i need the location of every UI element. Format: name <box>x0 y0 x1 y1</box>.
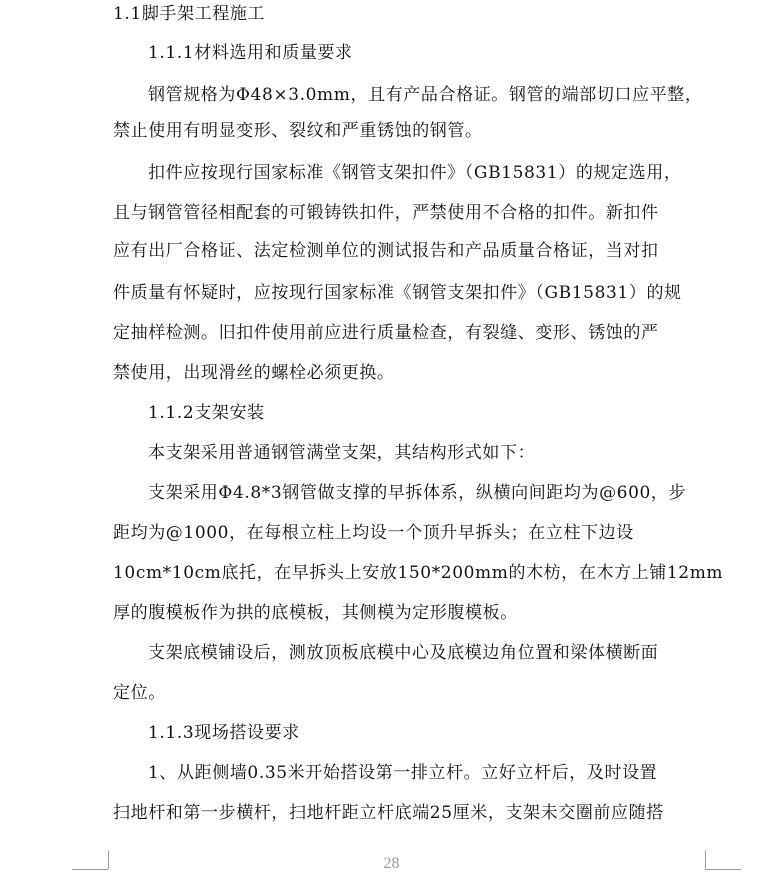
section-heading-installation: 1.1.2支架安装 <box>148 403 265 423</box>
paragraph-line: 定位。 <box>113 683 166 703</box>
crop-mark-bottom-right <box>705 851 724 869</box>
paragraph-line: 支架底模铺设后，测放顶板底模中心及底模边角位置和梁体横断面 <box>148 643 659 663</box>
paragraph-line: 距均为@1000，在每根立柱上均设一个顶升早拆头；在立柱下边设 <box>113 523 634 543</box>
crop-mark-bottom-right-horizontal <box>705 869 741 870</box>
paragraph-line: 1、从距侧墙0.35米开始搭设第一排立杆。立好立杆后，及时设置 <box>148 763 658 783</box>
paragraph-line: 厚的腹模板作为拱的底模板，其侧模为定形腹模板。 <box>113 603 518 623</box>
paragraph-line: 钢管规格为Φ48×3.0mm，且有产品合格证。钢管的端部切口应平整， <box>148 85 703 105</box>
crop-mark-bottom-left <box>90 851 109 869</box>
paragraph-line: 禁止使用有明显变形、裂纹和严重锈蚀的钢管。 <box>113 121 483 141</box>
section-heading-site-requirements: 1.1.3现场搭设要求 <box>148 723 300 743</box>
paragraph-line: 且与钢管管径相配套的可锻铸铁扣件，严禁使用不合格的扣件。新扣件 <box>113 203 659 223</box>
section-heading-materials: 1.1.1材料选用和质量要求 <box>148 43 353 63</box>
page-number: 28 <box>383 855 400 872</box>
paragraph-line: 应有出厂合格证、法定检测单位的测试报告和产品质量合格证，当对扣 <box>113 241 659 261</box>
paragraph-line: 禁使用，出现滑丝的螺栓必须更换。 <box>113 363 395 383</box>
paragraph-line: 扫地杆和第一步横杆，扫地杆距立杆底端25厘米，支架未交圈前应随搭 <box>113 803 664 823</box>
paragraph-line: 件质量有怀疑时，应按现行国家标准《钢管支架扣件》（GB15831）的规 <box>113 283 682 303</box>
crop-mark-bottom-left-horizontal <box>72 869 108 870</box>
paragraph-line: 定抽样检测。旧扣件使用前应进行质量检查，有裂缝、变形、锈蚀的严 <box>113 323 659 343</box>
chapter-heading: 1.1脚手架工程施工 <box>113 4 266 24</box>
paragraph-line: 本支架采用普通钢管满堂支架，其结构形式如下： <box>148 443 536 463</box>
paragraph-line: 10cm*10cm底托，在早拆头上安放150*200mm的木枋，在木方上铺12mm <box>113 563 724 583</box>
paragraph-line: 支架采用Φ4.8*3钢管做支撑的早拆体系，纵横向间距均为@600，步 <box>148 483 687 503</box>
paragraph-line: 扣件应按现行国家标准《钢管支架扣件》（GB15831）的规定选用， <box>148 163 682 183</box>
